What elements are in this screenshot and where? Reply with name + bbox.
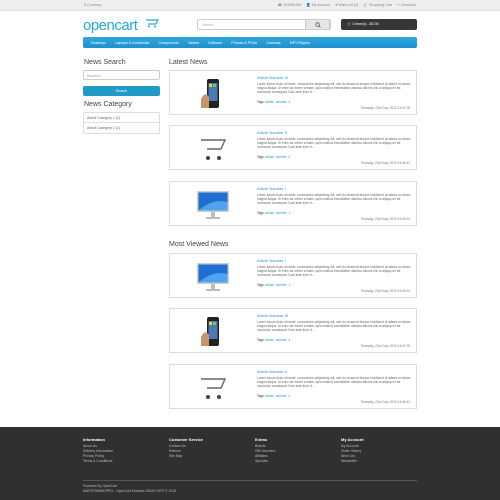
menu-item-cameras[interactable]: Cameras — [266, 40, 281, 45]
footer-link[interactable]: Order History — [341, 449, 362, 453]
shopping-cart-link[interactable]: 🛒 Shopping Cart — [363, 3, 392, 7]
phone-link[interactable]: ☎ 123456789 — [277, 3, 302, 7]
footer-link[interactable]: Delivery Information — [83, 449, 114, 453]
article-excerpt: Lorem ipsum dolor sit amet, consectetur adipisicing elit, sed do eiusmod tempor incididunt ut labore et dolore magna aliqua. Ut enim ad minim veniam, quis nostrud exercitation ullamco laboris nisi ut aliquip ex ea commodo consequat. Duis aute irure d... — [257, 265, 411, 278]
article-date: Thursday, 23rd July, 2015 14:46:42 — [360, 161, 410, 165]
category-item[interactable]: Article Category 1 (2) — [84, 113, 159, 123]
tags-links[interactable]: article, number, 3 — [265, 100, 290, 104]
footer-column-information — [83, 437, 113, 464]
tags-label: Tags: — [257, 394, 265, 398]
news-card — [169, 181, 417, 226]
tags-links[interactable]: article, number, 2 — [265, 394, 290, 398]
currency-dropdown[interactable]: $ Currency — [84, 3, 102, 7]
footer-divider — [83, 480, 417, 481]
phone-image[interactable] — [195, 315, 231, 348]
checkout-label: Checkout — [400, 3, 416, 7]
footer-link[interactable]: Brands — [255, 444, 266, 448]
article-tags — [257, 211, 290, 215]
news-search-button[interactable]: Search — [83, 86, 160, 96]
wish-list-link[interactable]: ♥ Wish List (0) — [335, 3, 359, 7]
category-item[interactable]: Article Category 2 (1) — [87, 126, 121, 130]
article-tags — [257, 155, 290, 159]
top-bar — [0, 0, 500, 11]
footer-link[interactable]: Privacy Policy — [83, 454, 105, 458]
search-button[interactable] — [305, 19, 330, 30]
menu-item-desktops[interactable]: Desktops — [91, 40, 106, 45]
phone-image[interactable] — [195, 77, 231, 110]
tags-links[interactable]: article, number, 1 — [265, 283, 290, 287]
news-search-input[interactable] — [83, 70, 160, 80]
store-logo[interactable]: opencart — [83, 17, 138, 34]
menu-item-laptops[interactable]: Laptops & Notebooks — [114, 40, 150, 45]
menu-item-phones[interactable]: Phones & PDAs — [231, 40, 258, 45]
phone-label: 123456789 — [283, 3, 302, 7]
footer-copyright — [83, 484, 176, 494]
footer-link[interactable]: Site Map — [169, 454, 183, 458]
monitor-image[interactable] — [195, 260, 231, 293]
most-viewed-heading: Most Viewed News — [169, 241, 229, 248]
article-title-link[interactable]: Article Number I — [257, 186, 286, 191]
article-tags — [257, 100, 290, 104]
wish-list-label: Wish List (0) — [338, 3, 359, 7]
cart-logo-image[interactable] — [195, 132, 231, 165]
checkout-link[interactable]: ↪ Checkout — [396, 3, 416, 7]
tags-label: Tags: — [257, 155, 265, 159]
news-card — [169, 70, 417, 115]
copyright-text: MASTERMINDPRO - OpenCart Modules DEMO SITE © 2015 — [83, 489, 177, 493]
menu-item-tablets[interactable]: Tablets — [187, 40, 200, 45]
cart-logo-image[interactable] — [195, 371, 231, 404]
tags-label: Tags: — [257, 283, 265, 287]
footer-link[interactable]: Newsletter — [341, 459, 358, 463]
article-excerpt: Lorem ipsum dolor sit amet, consectetur adipisicing elit, sed do eiusmod tempor incididunt ut labore et dolore magna aliqua. Ut enim ad minim veniam, quis nostrud exercitation ullamco laboris nisi ut aliquip ex ea commodo consequat. Duis aute irure d... — [257, 193, 411, 206]
footer-column-customer-service — [169, 437, 203, 459]
news-card — [169, 364, 417, 409]
footer-link[interactable]: Wish List — [341, 454, 355, 458]
powered-by-link[interactable]: Powered By OpenCart — [83, 484, 117, 488]
article-title-link[interactable]: Article Number III — [257, 75, 288, 80]
article-tags — [257, 394, 290, 398]
news-card — [169, 125, 417, 170]
footer-link[interactable]: Returns — [169, 449, 181, 453]
article-excerpt: Lorem ipsum dolor sit amet, consectetur adipisicing elit, sed do eiusmod tempor incididunt ut labore et dolore magna aliqua. Ut enim ad minim veniam, quis nostrud exercitation ullamco laboris nisi ut aliquip ex ea commodo consequat. Duis aute irure d... — [257, 137, 411, 150]
latest-news-heading: Latest News — [169, 59, 208, 66]
shopping-cart-label: Shopping Cart — [368, 3, 392, 7]
category-list — [83, 112, 160, 134]
article-date: Thursday, 23rd July, 2015 14:47:28 — [360, 344, 410, 348]
footer-heading: My Account — [341, 437, 364, 442]
cart-button[interactable]: 🛒 0 item(s) - $0.00 — [341, 19, 417, 30]
cart-button-label: 0 item(s) - $0.00 — [352, 22, 379, 26]
article-title-link[interactable]: Article Number III — [257, 313, 288, 318]
tags-links[interactable]: article, number, 2 — [265, 155, 290, 159]
tags-label: Tags: — [257, 211, 265, 215]
article-tags — [257, 338, 290, 342]
tags-links[interactable]: article, number, 3 — [265, 338, 290, 342]
footer-link[interactable]: My Account — [341, 444, 359, 448]
search-icon — [315, 22, 321, 28]
article-date: Thursday, 23rd July, 2015 14:46:01 — [360, 289, 410, 293]
main-menu — [83, 37, 417, 48]
footer-link[interactable]: Contact Us — [169, 444, 186, 448]
cart-logo-icon — [145, 18, 161, 28]
menu-item-software[interactable]: Software — [208, 40, 223, 45]
news-search-heading: News Search — [84, 59, 126, 66]
monitor-image[interactable] — [195, 188, 231, 221]
news-search-placeholder: Keyword — [87, 74, 101, 78]
my-account-link[interactable]: 👤 My Account — [306, 3, 331, 7]
menu-item-mp3[interactable]: MP3 Players — [289, 40, 311, 45]
news-category-heading: News Category — [84, 101, 132, 108]
footer-link[interactable]: Gift Vouchers — [255, 449, 276, 453]
footer-link[interactable]: About Us — [83, 444, 97, 448]
tags-links[interactable]: article, number, 1 — [265, 211, 290, 215]
footer-heading: Customer Service — [169, 437, 204, 442]
tags-label: Tags: — [257, 100, 265, 104]
menu-item-components[interactable]: Components — [158, 40, 179, 45]
news-card — [169, 308, 417, 353]
footer-link[interactable]: Affiliates — [255, 454, 268, 458]
article-title-link[interactable]: Article Number I — [257, 258, 286, 263]
tags-label: Tags: — [257, 338, 265, 342]
top-links — [278, 3, 416, 7]
article-date: Thursday, 23rd July, 2015 14:46:01 — [360, 217, 410, 221]
article-date: Thursday, 23rd July, 2015 14:46:42 — [360, 400, 410, 404]
article-title-link[interactable]: Article Number II — [257, 130, 287, 135]
footer-heading: Information — [83, 437, 105, 442]
footer-link[interactable]: Specials — [255, 459, 268, 463]
footer-column-my-account — [341, 437, 364, 464]
search-input[interactable] — [197, 19, 331, 30]
article-excerpt: Lorem ipsum dolor sit amet, consectetur adipisicing elit, sed do eiusmod tempor incididunt ut labore et dolore magna aliqua. Ut enim ad minim veniam, quis nostrud exercitation ullamco laboris nisi ut aliquip ex ea commodo consequat. Duis aute irure d... — [257, 376, 411, 389]
search-placeholder: Search — [202, 23, 214, 27]
article-excerpt: Lorem ipsum dolor sit amet, consectetur adipisicing elit, sed do eiusmod tempor incididunt ut labore et dolore magna aliqua. Ut enim ad minim veniam, quis nostrud exercitation ullamco laboris nisi ut aliquip ex ea commodo consequat. Duis aute irure d... — [257, 320, 411, 333]
footer-column-extras — [255, 437, 275, 464]
news-card — [169, 253, 417, 298]
footer — [0, 427, 500, 500]
footer-heading: Extras — [255, 437, 268, 442]
article-tags — [257, 283, 290, 287]
article-date: Thursday, 23rd July, 2015 14:47:28 — [360, 106, 410, 110]
article-excerpt: Lorem ipsum dolor sit amet, consectetur adipisicing elit, sed do eiusmod tempor incididunt ut labore et dolore magna aliqua. Ut enim ad minim veniam, quis nostrud exercitation ullamco laboris nisi ut aliquip ex ea commodo consequat. Duis aute irure d... — [257, 82, 411, 95]
footer-link[interactable]: Terms & Conditions — [83, 459, 113, 463]
article-title-link[interactable]: Article Number II — [257, 369, 287, 374]
my-account-label: My Account — [311, 3, 331, 7]
